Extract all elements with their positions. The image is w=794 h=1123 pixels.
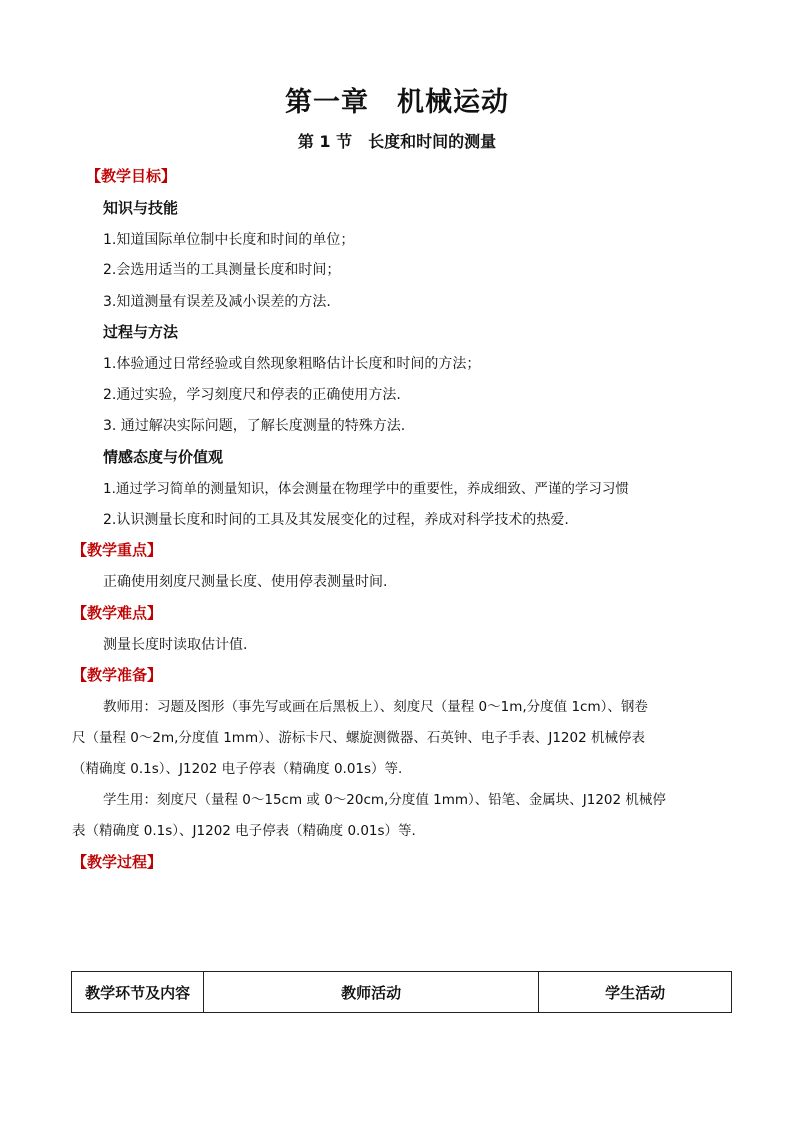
- teaching-process-table: [71, 971, 732, 1013]
- student-materials-line: 学生用：刻度尺（量程 0～15cm 或 0～20cm,分度值 1mm）、铅笔、金属块、J1202 机械停: [103, 792, 666, 808]
- knowledge-item: 1.知道国际单位制中长度和时间的单位；: [103, 232, 355, 248]
- knowledge-heading: 知识与技能: [103, 199, 179, 217]
- preparation-heading: 【教学准备】: [72, 666, 163, 684]
- table-header-cell: 教师活动: [204, 972, 539, 1013]
- process-section-heading: 【教学过程】: [72, 853, 163, 871]
- key-points-text: 正确使用刻度尺测量长度、使用停表测量时间.: [103, 574, 388, 590]
- table-header-row: [72, 972, 732, 1013]
- emotion-item: 2.认识测量长度和时间的工具及其发展变化的过程，养成对科学技术的热爱.: [103, 512, 569, 528]
- process-item: 2.通过实验，学习刻度尺和停表的正确使用方法.: [103, 387, 401, 403]
- teacher-materials-line: 教师用：习题及图形（事先写或画在后黑板上）、刻度尺（量程 0～1m,分度值 1cm）、钢卷: [103, 699, 648, 715]
- difficulties-heading: 【教学难点】: [72, 604, 163, 622]
- section-subtitle: 第 1 节 长度和时间的测量: [297, 132, 497, 151]
- key-points-heading: 【教学重点】: [72, 541, 163, 559]
- process-item: 1.体验通过日常经验或自然现象粗略估计长度和时间的方法；: [103, 356, 481, 372]
- emotion-item: 1.通过学习简单的测量知识，体会测量在物理学中的重要性，养成细致、严谨的学习习惯: [103, 481, 629, 497]
- emotion-heading: 情感态度与价值观: [103, 448, 224, 466]
- knowledge-item: 2.会选用适当的工具测量长度和时间；: [103, 262, 341, 278]
- teacher-materials-line: （精确度 0.1s）、J1202 电子停表（精确度 0.01s）等.: [72, 761, 403, 777]
- knowledge-item: 3.知道测量有误差及减小误差的方法.: [103, 294, 331, 310]
- objectives-heading: 【教学目标】: [86, 167, 177, 185]
- chapter-title: 第一章 机械运动: [285, 87, 509, 118]
- process-heading: 过程与方法: [103, 323, 179, 341]
- difficulties-text: 测量长度时读取估计值.: [103, 637, 248, 653]
- process-item: 3. 通过解决实际问题，了解长度测量的特殊方法.: [103, 418, 406, 434]
- table-header-cell: 教学环节及内容: [72, 972, 204, 1013]
- table-header-cell: 学生活动: [539, 972, 732, 1013]
- student-materials-line: 表（精确度 0.1s）、J1202 电子停表（精确度 0.01s）等.: [72, 823, 416, 839]
- teacher-materials-line: 尺（量程 0～2m,分度值 1mm）、游标卡尺、螺旋测微器、石英钟、电子手表、J1202 机械停表: [72, 730, 645, 746]
